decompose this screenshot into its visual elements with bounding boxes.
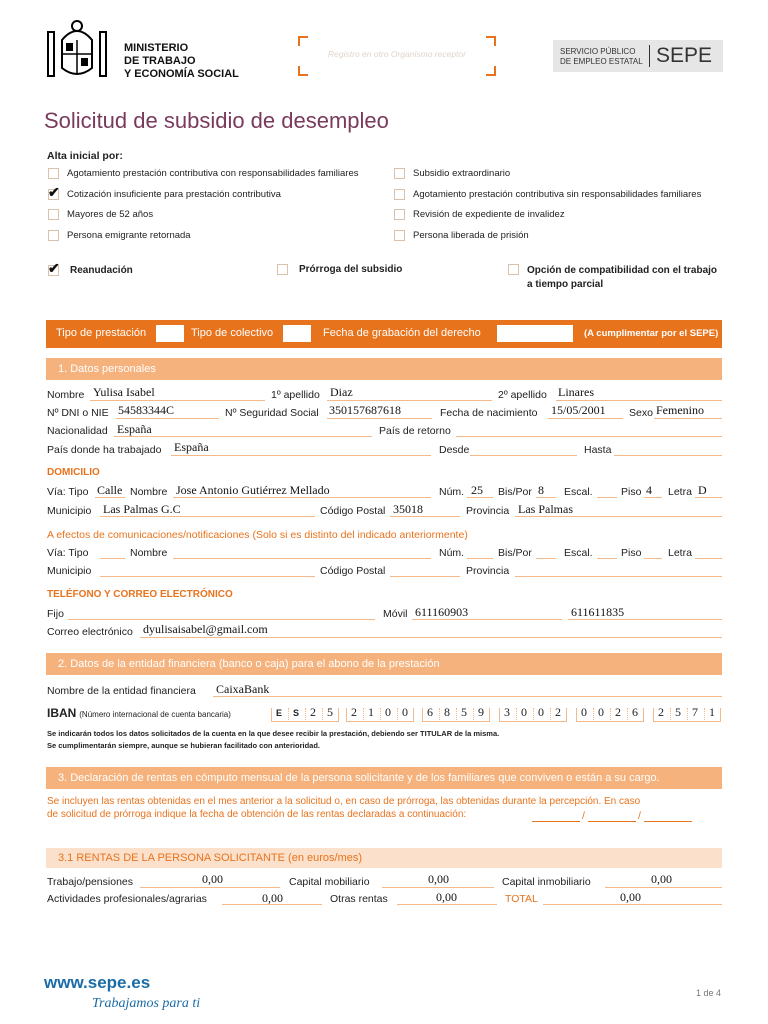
iban-digit-value: 9: [478, 705, 484, 719]
municipio-2-label: Municipio: [47, 565, 92, 577]
letra-value[interactable]: D: [698, 483, 707, 497]
ministry-line-2: DE TRABAJO: [124, 55, 196, 67]
entidad-note-1: Se indicarán todos los datos solicitados de la cuenta en la que desee recibir la prestación, debiendo ser TITULAR de la misma.: [47, 729, 500, 738]
iban-digit[interactable]: [653, 705, 670, 722]
piso-value[interactable]: 4: [646, 483, 652, 497]
codigo-postal-value[interactable]: 35018: [393, 502, 423, 516]
label-emigrante-retornada: Persona emigrante retornada: [67, 230, 191, 241]
via-tipo-value[interactable]: Calle: [97, 483, 123, 497]
iban-digit[interactable]: [456, 705, 473, 722]
num-label: Núm.: [439, 486, 465, 498]
checkbox-cotizacion-insuficiente[interactable]: [48, 184, 60, 200]
iban-digit-value: 0: [402, 705, 408, 719]
movil-2-value[interactable]: 611611835: [571, 605, 625, 619]
compat-line-1: Opción de compatibilidad con el trabajo: [527, 265, 718, 276]
iban-digit-value: 7: [692, 705, 698, 719]
label-agotamiento-con-resp: Agotamiento prestación contributiva con responsabilidades familiares: [67, 168, 359, 179]
iban-digit-value: 6: [632, 705, 638, 719]
via-nombre-value[interactable]: Jose Antonio Gutiérrez Mellado: [176, 483, 330, 497]
checkbox-revision-invalidez[interactable]: [394, 209, 405, 220]
iban-digit[interactable]: [422, 705, 439, 722]
iban-digit[interactable]: [305, 705, 322, 722]
apellido1-value[interactable]: Diaz: [330, 385, 353, 399]
checkmark-icon: ✔: [48, 260, 60, 276]
iban-digit[interactable]: [473, 705, 490, 722]
iban-digit-value: 8: [444, 705, 450, 719]
stamp-placeholder: Registro en otro Organismo receptor: [328, 49, 466, 59]
nombre-label: Nombre: [47, 389, 85, 401]
desde-label: Desde: [439, 444, 470, 456]
section-1-bar: 1. Datos personales: [46, 358, 722, 380]
tipo-prestacion-box[interactable]: [156, 325, 184, 342]
total-label: TOTAL: [505, 893, 538, 905]
checkbox-reanudacion[interactable]: [48, 260, 60, 276]
iban-digit-value: 0: [521, 705, 527, 719]
sepe-logo: [553, 40, 723, 72]
iban-digit-value: E: [276, 708, 283, 718]
label-subsidio-extraordinario: Subsidio extraordinario: [413, 168, 511, 179]
codigo-postal-label: Código Postal: [320, 505, 386, 517]
sepe-url[interactable]: www.sepe.es: [44, 973, 151, 992]
slash-2: /: [638, 810, 641, 822]
label-cotizacion-insuficiente: Cotización insuficiente para prestación contributiva: [67, 189, 281, 200]
label-prorroga: Prórroga del subsidio: [299, 264, 403, 275]
checkbox-mayores-52[interactable]: [48, 209, 59, 220]
iban-digit[interactable]: [704, 705, 721, 722]
page-title: Solicitud de subsidio de desempleo: [44, 108, 389, 133]
iban-digit-value: 2: [310, 705, 316, 719]
rentas-text-2: de solicitud de prórroga indique la fecha de obtención de las rentas declaradas a continuación:: [47, 809, 467, 820]
capital-mobiliario-value[interactable]: 0,00: [428, 872, 449, 886]
iban-digit[interactable]: [533, 705, 550, 722]
pais-retorno-label: País de retorno: [379, 425, 451, 437]
iban-digit[interactable]: [610, 705, 627, 722]
provincia-value[interactable]: Las Palmas: [518, 502, 573, 516]
actividades-value[interactable]: 0,00: [262, 891, 283, 905]
iban-digit[interactable]: [593, 705, 610, 722]
iban-digit[interactable]: [346, 705, 363, 722]
compat-line-2: a tiempo parcial: [527, 279, 604, 290]
iban-digit-value: 5: [461, 705, 467, 719]
iban-digit[interactable]: [271, 708, 288, 722]
label-revision-invalidez: Revisión de expediente de invalidez: [413, 209, 565, 220]
nacionalidad-label: Nacionalidad: [47, 425, 108, 437]
sepe-line-2: DE EMPLEO ESTATAL: [560, 57, 643, 66]
iban-digit-value: 0: [385, 705, 391, 719]
provincia-label: Provincia: [466, 505, 510, 517]
iban-note: (Número internacional de cuenta bancaria): [79, 710, 231, 719]
trabajo-label: Trabajo/pensiones: [47, 876, 133, 888]
nacionalidad-value[interactable]: España: [117, 422, 152, 436]
iban-title: IBAN: [47, 706, 77, 720]
checkbox-agotamiento-con-resp[interactable]: [48, 168, 59, 179]
entidad-note-2: Se cumplimentarán siempre, aunque se hubieran facilitado con anterioridad.: [47, 741, 320, 750]
ministry-line-3: Y ECONOMÍA SOCIAL: [124, 68, 239, 80]
tipo-colectivo-label: Tipo de colectivo: [191, 327, 274, 339]
notificaciones-heading: A efectos de comunicaciones/notificaciones (Solo si es distinto del indicado anteriormente): [47, 529, 468, 541]
iban-digit-value: 0: [581, 705, 587, 719]
section-3-1-bar: 3.1 RENTAS DE LA PERSONA SOLICITANTE (en euros/mes): [46, 848, 722, 868]
bis-label: Bis/Por: [498, 486, 532, 498]
domicilio-heading: DOMICILIO: [47, 467, 100, 478]
slogan: Trabajamos para ti: [92, 996, 201, 1011]
slash-1: /: [582, 810, 585, 822]
piso-2-label: Piso: [621, 547, 642, 559]
fijo-label: Fijo: [47, 608, 64, 620]
label-compatibilidad: [527, 264, 717, 292]
iban-digit-value: 2: [555, 705, 561, 719]
checkbox-compatibilidad[interactable]: [508, 264, 519, 275]
actividades-label: Actividades profesionales/agrarias: [47, 893, 207, 905]
section-3-bar: 3. Declaración de rentas en cómputo mensual de la persona solicitante y de los familiares que conviven o están a su cargo.: [46, 767, 722, 789]
total-value[interactable]: 0,00: [620, 890, 641, 904]
alta-heading: Alta inicial por:: [47, 150, 123, 162]
iban-digit-value: 1: [709, 705, 715, 719]
iban-digit[interactable]: [397, 705, 414, 722]
dni-value[interactable]: 54583344C: [118, 403, 175, 417]
via-tipo-2-label: Vía: Tipo: [47, 547, 89, 559]
label-agotamiento-sin-resp: Agotamiento prestación contributiva sin responsabilidades familiares: [413, 189, 702, 200]
num-2-label: Núm.: [439, 547, 465, 559]
rentas-text-1: Se incluyen las rentas obtenidas en el mes anterior a la solicitud o, en caso de prórroga, las obtenidas durante la percepción. En caso: [47, 796, 641, 807]
via-tipo-label: Vía: Tipo: [47, 486, 89, 498]
pais-trabajado-value[interactable]: España: [174, 440, 209, 454]
via-nombre-2-label: Nombre: [130, 547, 168, 559]
nss-value[interactable]: 350157687618: [329, 403, 401, 417]
iban-digit[interactable]: [439, 705, 456, 722]
letra-2-label: Letra: [668, 547, 692, 559]
entidad-value[interactable]: CaixaBank: [216, 682, 270, 696]
correo-value[interactable]: dyulisaisabel@gmail.com: [143, 622, 268, 636]
iban-digit[interactable]: [516, 705, 533, 722]
escal-label: Escal.: [564, 486, 593, 498]
nss-label: Nº Seguridad Social: [225, 407, 319, 419]
checkmark-icon: ✔: [48, 184, 60, 200]
iban-digit[interactable]: [363, 705, 380, 722]
piso-label: Piso: [621, 486, 642, 498]
iban-label: [47, 706, 231, 720]
apellido2-value[interactable]: Linares: [558, 385, 594, 399]
telefono-heading: TELÉFONO Y CORREO ELECTRÓNICO: [47, 589, 233, 600]
bis-value[interactable]: 8: [538, 483, 544, 497]
tipo-prestacion-label: Tipo de prestación: [56, 327, 147, 339]
movil-label: Móvil: [383, 608, 408, 620]
hasta-label: Hasta: [584, 444, 612, 456]
iban-digit-value: 2: [351, 705, 357, 719]
iban-digit[interactable]: [380, 705, 397, 722]
letra-label: Letra: [668, 486, 692, 498]
dni-label: Nº DNI o NIE: [47, 407, 109, 419]
label-liberada-prision: Persona liberada de prisión: [413, 230, 529, 241]
iban-digit[interactable]: [576, 705, 593, 722]
iban-digit[interactable]: [322, 705, 339, 722]
iban-digit[interactable]: [687, 705, 704, 722]
capital-inmobiliario-value[interactable]: 0,00: [651, 872, 672, 886]
iban-digit[interactable]: [627, 705, 644, 722]
iban-digit-value: 0: [538, 705, 544, 719]
sepe-wordmark: SEPE: [656, 44, 713, 67]
iban-digit-value: S: [293, 708, 300, 718]
section-2-bar: 2. Datos de la entidad financiera (banco o caja) para el abono de la prestación: [46, 653, 722, 675]
trabajo-value[interactable]: 0,00: [202, 872, 223, 886]
movil-value[interactable]: 611160903: [415, 605, 469, 619]
iban-digit[interactable]: [499, 705, 516, 722]
registry-stamp-box: [298, 36, 496, 76]
iban-digit[interactable]: [550, 705, 567, 722]
otras-rentas-value[interactable]: 0,00: [436, 890, 457, 904]
fecha-grabacion-label: Fecha de grabación del derecho: [323, 327, 481, 339]
municipio-label: Municipio: [47, 505, 92, 517]
sepe-note: (A cumplimentar por el SEPE): [584, 328, 719, 339]
bis-2-label: Bis/Por: [498, 547, 532, 559]
fecha-rentas-field[interactable]: [532, 810, 692, 824]
iban-digit[interactable]: [288, 708, 305, 722]
fecha-nacimiento-value[interactable]: 15/05/2001: [551, 403, 606, 417]
correo-label: Correo electrónico: [47, 626, 133, 638]
apellido2-label: 2º apellido: [498, 389, 547, 401]
ministry-line-1: MINISTERIO: [124, 42, 189, 54]
coat-of-arms-logo: [44, 18, 110, 84]
tipo-colectivo-box[interactable]: [283, 325, 311, 342]
municipio-value[interactable]: Las Palmas G.C: [103, 502, 181, 516]
ministry-name: [124, 42, 239, 81]
iban-digit-value: 6: [427, 705, 433, 719]
sexo-value[interactable]: Femenino: [656, 403, 704, 417]
iban-digit-value: 5: [675, 705, 681, 719]
sepe-use-bar: [46, 320, 722, 348]
nombre-value[interactable]: Yulisa Isabel: [93, 385, 155, 399]
fecha-nacimiento-label: Fecha de nacimiento: [440, 407, 538, 419]
checkbox-agotamiento-sin-resp[interactable]: [394, 189, 405, 200]
via-nombre-label: Nombre: [130, 486, 168, 498]
label-reanudacion: Reanudación: [70, 265, 133, 276]
iban-digit-value: 1: [368, 705, 374, 719]
iban-digit-value: 3: [504, 705, 510, 719]
iban-digit-value: 0: [598, 705, 604, 719]
iban-digit[interactable]: [670, 705, 687, 722]
checkbox-liberada-prision[interactable]: [394, 230, 405, 241]
pais-trabajado-label: País donde ha trabajado: [47, 444, 162, 456]
checkbox-prorroga[interactable]: [277, 264, 288, 275]
iban-digit-value: 5: [327, 705, 333, 719]
otras-rentas-label: Otras rentas: [330, 893, 388, 905]
page-number: 1 de 4: [696, 988, 722, 998]
codigo-postal-2-label: Código Postal: [320, 565, 386, 577]
escal-2-label: Escal.: [564, 547, 593, 559]
checkbox-emigrante-retornada[interactable]: [48, 230, 59, 241]
sepe-line-1: SERVICIO PÚBLICO: [560, 47, 636, 56]
entidad-label: Nombre de la entidad financiera: [47, 685, 196, 697]
capital-inmobiliario-label: Capital inmobiliario: [502, 876, 591, 888]
capital-mobiliario-label: Capital mobiliario: [289, 876, 370, 888]
num-value[interactable]: 25: [471, 483, 483, 497]
checkbox-subsidio-extraordinario[interactable]: [394, 168, 405, 179]
fecha-grabacion-box[interactable]: [497, 325, 573, 342]
provincia-2-label: Provincia: [466, 565, 510, 577]
label-mayores-52: Mayores de 52 años: [67, 209, 154, 220]
apellido1-label: 1º apellido: [271, 389, 320, 401]
sexo-label: Sexo: [629, 407, 653, 419]
iban-digit-value: 2: [615, 705, 621, 719]
iban-digit-value: 2: [658, 705, 664, 719]
